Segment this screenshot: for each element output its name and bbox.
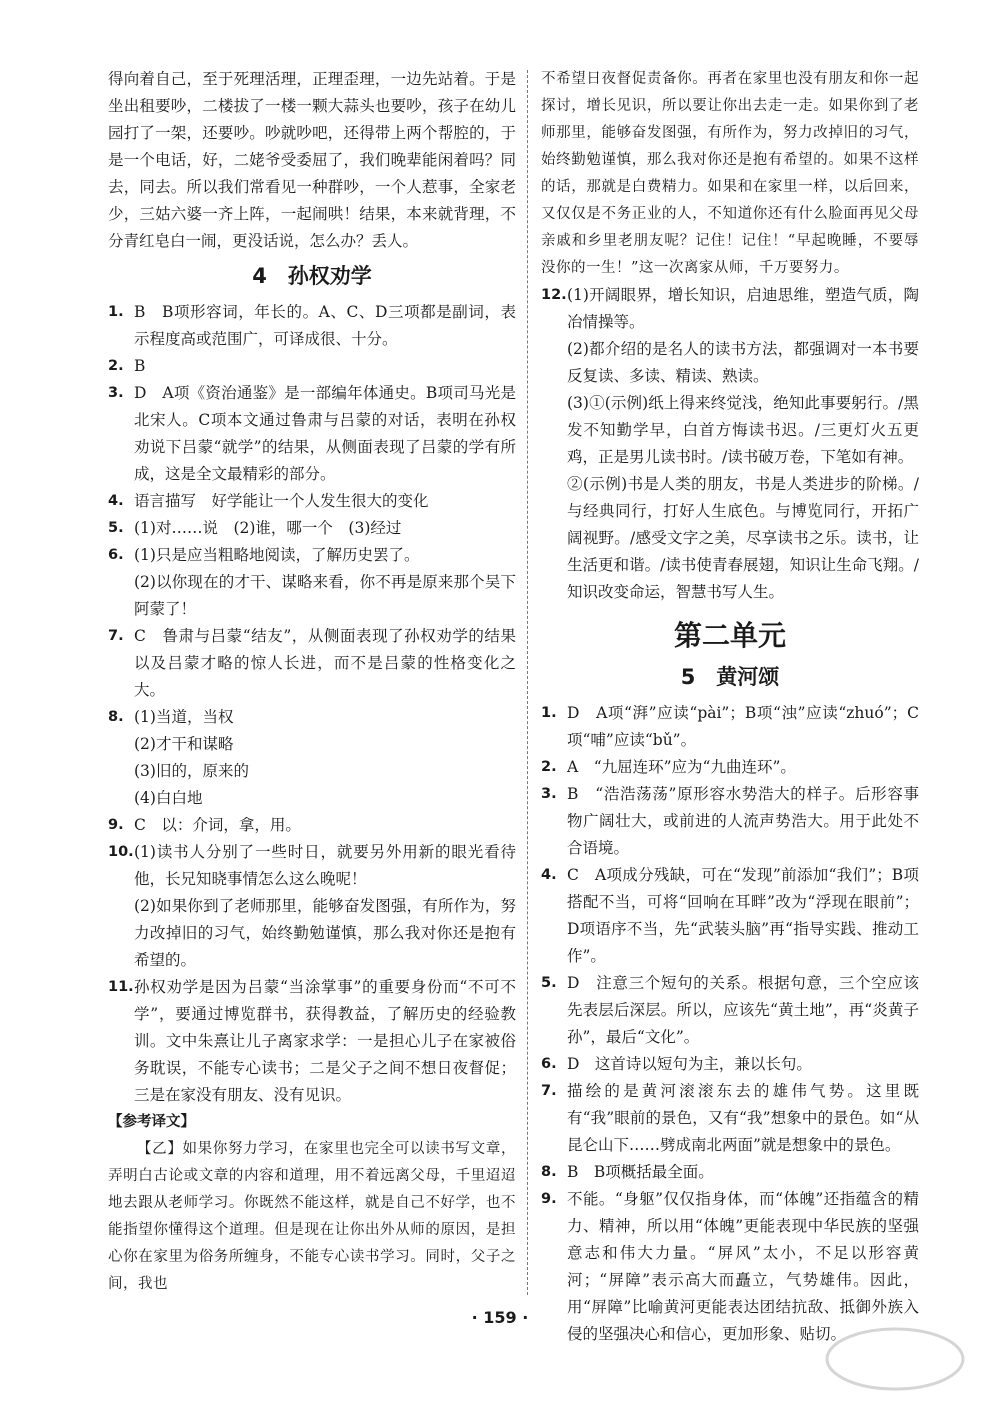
item-text: (1)对……说 (2)谁，哪一个 (3)经过 (134, 519, 402, 537)
answer-item (541, 1159, 919, 1186)
reference-translation: 【乙】如果你努力学习，在家里也完全可以读书写文章，弄明白古论或文章的内容和道理，用不着远离父母，千里迢迢地去跟从老师学习。你既然不能这样，就是自己不好学，也不能指望你懂得这个道理。但是现在让你出外从师的原因，是担心你在家里为俗务所缠身，不能专心读书学习。同时，父子之间，我也 (108, 1141, 516, 1292)
answer-item (108, 380, 516, 488)
answer-item (541, 1051, 919, 1078)
item-number: 11. (108, 979, 134, 995)
item-subline: (4)白白地 (134, 789, 203, 807)
watermark-logo (820, 1321, 970, 1411)
item-number: 6. (108, 547, 124, 563)
item-text: 不能。“身躯”仅仅指身体，而“体魄”还指蕴含的精力、精神，所以用“体魄”更能表现中华民族的坚强意志和伟大力量。“屏风”太小，不足以形容黄河；“屏障”表示高大而矗立，气势雄伟。因此，用“屏障”比喻黄河更能表达团结抗敌、抵御外族入侵的坚强决心和信心，更加形象、贴切。 (567, 1190, 919, 1343)
unit-title: 第二单元 (673, 619, 786, 652)
answer-item (108, 542, 516, 569)
item-number: 1. (541, 705, 557, 721)
answer-item (108, 704, 516, 731)
item-text: 描绘的是黄河滚滚东去的雄伟气势。这里既有“我”眼前的景色，又有“我”想象中的景色。如“从昆仑山下……劈成南北两面”就是想象中的景色。 (567, 1082, 919, 1154)
item-text: B “浩浩荡荡”原形容水势浩大的样子。后形容事物广阔壮大，或前进的人流声势浩大。用于此处不合语境。 (567, 785, 919, 857)
item-subline: ②(示例)书是人类的朋友，书是人类进步的阶梯。/与经典同行，打好人生底色。与博览同行，开拓广阔视野。/感受文字之美，尽享读书之乐。读书，让生活更和谐。/读书使青春展翅，知识让生命飞翔。/知识改变命运，智慧书写人生。 (567, 475, 919, 601)
answer-item (541, 282, 919, 336)
answer-item (108, 623, 516, 704)
reference-translation-heading: 【参考译文】 (108, 1114, 195, 1130)
item-text: (1)只是应当粗略地阅读，了解历史罢了。 (134, 546, 420, 564)
reference-translation-continued: 不希望日夜督促责备你。再者在家里也没有朋友和你一起探讨，增长见识，所以要让你出去走一走。如果你到了老师那里，能够奋发图强，有所作为，努力改掉旧的习气，始终勤勉谨慎，那么我对你还是抱有希望的。如果不这样的话，那就是白费精力。如果和在家里一样，以后回来，又仅仅是不务正业的人，不知道你还有什么脸面再见父母亲戚和乡里老朋友呢？记住！记住！“早起晚睡，不要辱没你的一生！”这一次离家从师，千万要努力。 (541, 71, 919, 276)
answer-item (541, 700, 919, 754)
item-number: 9. (541, 1191, 557, 1207)
answer-item (108, 299, 516, 353)
page-number: · 159 · (471, 1308, 529, 1327)
item-number: 10. (108, 844, 134, 860)
item-text: (1)开阔眼界，增长知识，启迪思维，塑造气质，陶冶情操等。 (567, 286, 919, 331)
answer-item (108, 488, 516, 515)
item-number: 2. (541, 759, 557, 775)
item-subline: (2)如果你到了老师那里，能够奋发图强，有所作为，努力改掉旧的习气，始终勤勉谨慎，那么我对你还是抱有希望的。 (134, 897, 516, 969)
answer-item (108, 515, 516, 542)
item-number: 3. (541, 786, 557, 802)
item-text: A “九屈连环”应为“九曲连环”。 (567, 758, 796, 776)
item-number: 3. (108, 385, 124, 401)
item-text: C 以：介词，拿，用。 (134, 816, 301, 834)
section-title-4: 4 孙权劝学 (252, 264, 372, 288)
item-text: (1)当道，当权 (134, 708, 234, 726)
item-text: D 注意三个短句的关系。根据句意，三个空应该先表层后深层。所以，应该先“黄土地”，再“炎黄子孙”，最后“文化”。 (567, 974, 919, 1046)
item-subline: (2)才干和谋略 (134, 735, 234, 753)
answer-item (541, 781, 919, 862)
item-number: 2. (108, 358, 124, 374)
answer-item (108, 353, 516, 380)
item-subline: (3)旧的，原来的 (134, 762, 249, 780)
answer-item (541, 1078, 919, 1159)
section-title-5: 5 黄河颂 (680, 665, 780, 689)
answer-item (541, 754, 919, 781)
right-column (541, 66, 919, 1348)
answer-item (108, 974, 516, 1109)
item-text: C 鲁肃与吕蒙“结友”，从侧面表现了孙权劝学的结果以及吕蒙才略的惊人长进，而不是吕蒙的性格变化之大。 (134, 627, 516, 699)
item-number: 5. (541, 975, 557, 991)
item-text: B B项形容词，年长的。A、C、D三项都是副词，表示程度高或范围广，可译成很、十分。 (134, 303, 516, 348)
item-number: 9. (108, 817, 124, 833)
item-subline: (2)以你现在的才干、谋略来看，你不再是原来那个吴下阿蒙了！ (134, 573, 516, 618)
item-number: 5. (108, 520, 124, 536)
item-number: 4. (541, 867, 557, 883)
item-number: 1. (108, 304, 124, 320)
item-text: B B项概括最全面。 (567, 1163, 714, 1181)
column-divider (527, 70, 528, 1295)
item-text: C A项成分残缺，可在“发现”前添加“我们”；B项搭配不当，可将“回响在耳畔”改为“浮现在眼前”；D项语序不当，先“武装头脑”再“指导实践、推动工作”。 (567, 866, 919, 965)
item-subline: (2)都介绍的是名人的读书方法，都强调对一本书要反复读、多读、精读、熟读。 (567, 340, 919, 385)
intro-paragraph: 得向着自己，至于死理活理，正理歪理，一边先站着。于是坐出租要吵，二楼拔了一楼一颗大蒜头也要吵，孩子在幼儿园打了一架，还要吵。吵就吵吧，还得带上两个帮腔的，于是一个电话，好，二姥爷受委屈了，我们晚辈能闲着吗？同去，同去。所以我们常看见一种群吵，一个人惹事，全家老少，三姑六婆一齐上阵，一起闹哄！结果，本来就背理，不分青红皂白一闹，更没话说，怎么办？丢人。 (108, 70, 516, 250)
item-number: 12. (541, 287, 567, 303)
answer-item (541, 970, 919, 1051)
item-number: 7. (108, 628, 124, 644)
item-number: 7. (541, 1083, 557, 1099)
item-number: 4. (108, 493, 124, 509)
item-number: 8. (541, 1164, 557, 1180)
item-number: 8. (108, 709, 124, 725)
item-text: B (134, 357, 146, 375)
answer-item (541, 862, 919, 970)
item-text: 语言描写 好学能让一个人发生很大的变化 (134, 492, 429, 510)
answer-item (108, 839, 516, 893)
left-column (108, 66, 516, 1298)
item-text: D A项《资治通鉴》是一部编年体通史。B项司马光是北宋人。C项本文通过鲁肃与吕蒙的对话，表明在孙权劝说下吕蒙“就学”的结果，从侧面表现了吕蒙的学有所成，这是全文最精彩的部分。 (134, 384, 516, 483)
item-text: 孙权劝学是因为吕蒙“当涂掌事”的重要身份而“不可不学”，要通过博览群书，获得教益，了解历史的经验教训。文中朱熹让儿子离家求学：一是担心儿子在家被俗务耽误，不能专心读书；二是父子之间不想日夜督促；三是在家没有朋友、没有见识。 (134, 978, 516, 1104)
item-number: 6. (541, 1056, 557, 1072)
item-subline: (3)①(示例)纸上得来终觉浅，绝知此事要躬行。/黑发不知勤学早，白首方悔读书迟。/三更灯火五更鸡，正是男儿读书时。/读书破万卷，下笔如有神。 (567, 394, 919, 466)
item-text: D A项“湃”应读“pài”；B项“浊”应读“zhuó”；C项“哺”应读“bǔ”。 (567, 704, 919, 749)
item-text: D 这首诗以短句为主，兼以长句。 (567, 1055, 812, 1073)
answer-item (108, 812, 516, 839)
item-text: (1)读书人分别了一些时日，就要另外用新的眼光看待他，长兄知晓事情怎么这么晚呢！ (134, 843, 516, 888)
